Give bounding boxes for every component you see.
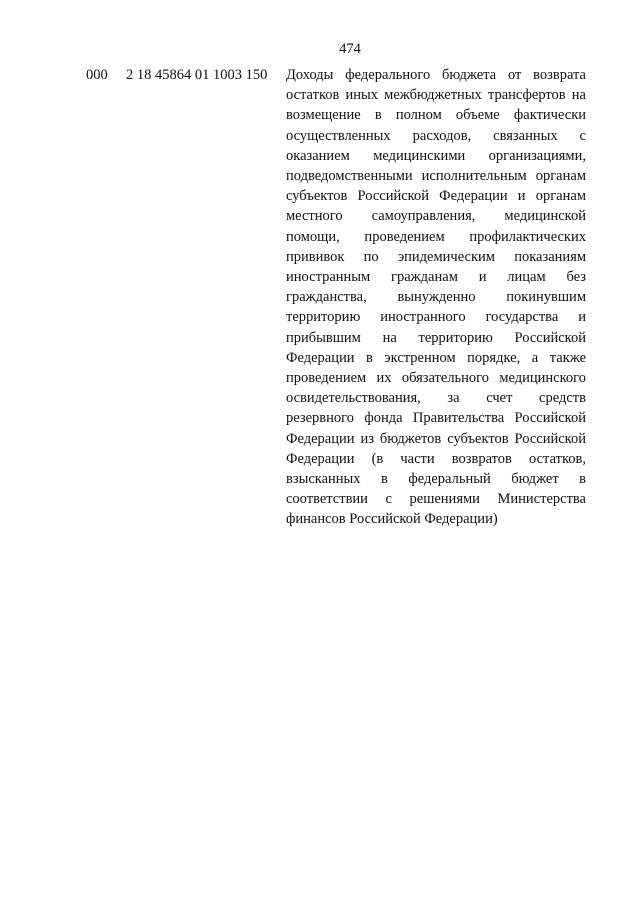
income-description: Доходы федерального бюджета от возврата остатков иных межбюджетных трансфертов на возмещение в полном объеме фактически осуществленных расходов, связанных с оказанием медицинскими организациями, подведомственными исполнительным органам субъектов Российской Федерации и органам местного самоуправления, медицинской помощи, проведением профилактических прививок по эпидемическим показаниям иностранным гражданам и лицам без гражданства, вынужденно покинувшим территорию иностранного государства и прибывшим на территорию Российской Федерации в экстренном порядке, а также проведением их обязательного медицинского освидетельствования, за счет средств резервного фонда Правительства Российской Федерации из бюджетов субъектов Российской Федерации (в части возвратов остатков, взысканных в федеральный бюджет в соответствии с решениями Министерства финансов Российской Федерации) [286, 67, 586, 528]
page-number: 474 [339, 41, 361, 57]
budget-classification-code: 2 18 45864 01 1003 150 [126, 67, 268, 83]
administrator-code: 000 [86, 67, 108, 83]
